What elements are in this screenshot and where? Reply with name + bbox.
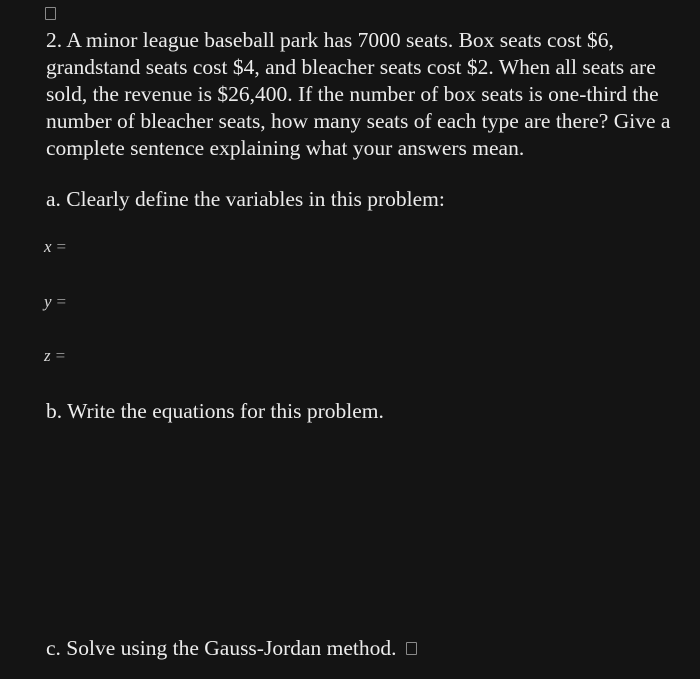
variable-z-symbol: z (44, 346, 51, 365)
equals-sign: = (56, 237, 67, 256)
variable-x-line (44, 237, 66, 257)
problem-statement (46, 27, 700, 162)
part-c-label: c. Solve using the Gauss-Jordan method. (46, 636, 397, 660)
problem-line: number of bleacher seats, how many seats of each type are there? Give a (46, 109, 671, 133)
part-c-line (46, 635, 417, 662)
part-a-label: a. Clearly define the variables in this problem: (46, 187, 445, 211)
problem-line: sold, the revenue is $26,400. If the number of box seats is one-third the (46, 82, 659, 106)
variable-x-symbol: x (44, 237, 52, 256)
variable-y-symbol: y (44, 292, 52, 311)
equals-sign: = (55, 346, 66, 365)
problem-line: complete sentence explaining what your answers mean. (46, 136, 525, 160)
part-b-label: b. Write the equations for this problem. (46, 399, 384, 423)
equals-sign: = (56, 292, 67, 311)
checkbox-icon[interactable] (45, 7, 56, 20)
variable-z-line (44, 346, 65, 366)
variable-y-line (44, 292, 66, 312)
checkbox-icon[interactable] (406, 642, 417, 655)
problem-line: 2. A minor league baseball park has 7000 seats. Box seats cost $6, (46, 28, 614, 52)
problem-line: grandstand seats cost $4, and bleacher seats cost $2. When all seats are (46, 55, 656, 79)
